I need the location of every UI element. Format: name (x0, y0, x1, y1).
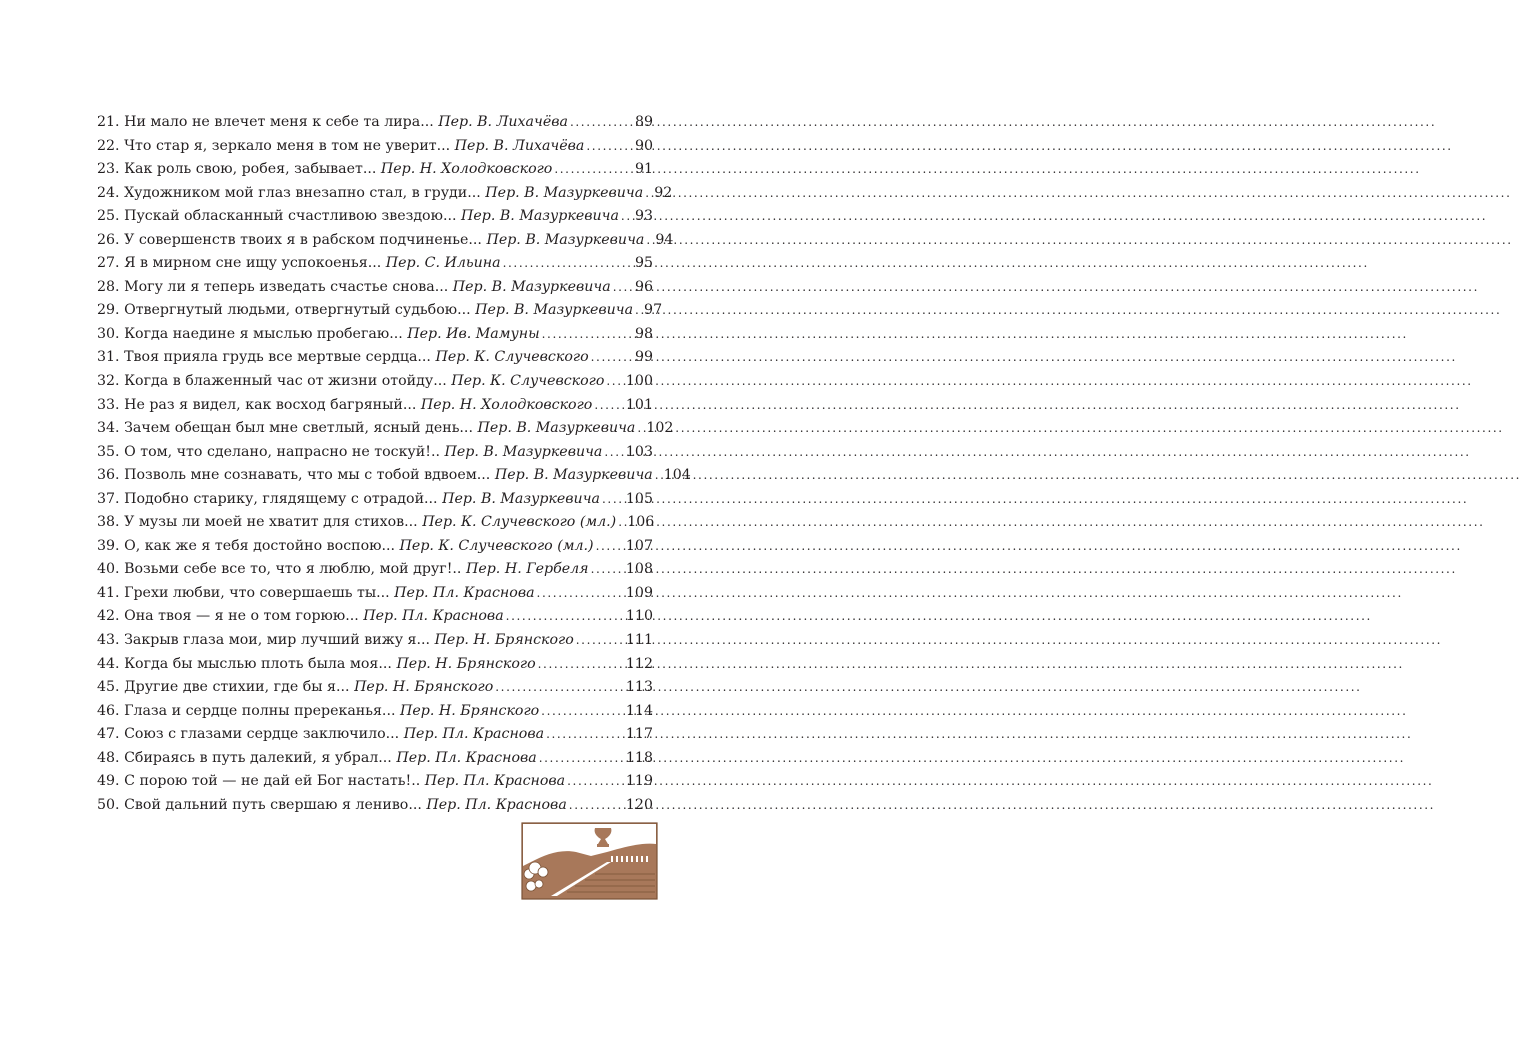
dot-leader (591, 346, 632, 370)
toc-entry (97, 535, 653, 559)
page-number: 95 (634, 255, 653, 272)
toc-entry (97, 723, 653, 747)
page-number: 98 (634, 325, 653, 342)
poem-first-line: 45. Другие две стихии, где бы я... (97, 679, 350, 696)
translator-name: Пер. Н. Брянского (396, 655, 536, 672)
poem-first-line: 29. Отвергнутый людьми, отвергнутый судьбою... (97, 302, 471, 319)
toc-entry-text (97, 346, 589, 370)
toc-entry-text (97, 629, 574, 653)
poem-first-line: 36. Позволь мне сознавать, что мы с тобой вдвоем... (97, 467, 491, 484)
poem-first-line: 48. Сбираясь в путь далекий, я убрал... (97, 749, 392, 766)
poem-first-line: 30. Когда наедине я мыслью пробегаю... (97, 325, 403, 342)
toc-entry-text (97, 582, 535, 606)
page-number: 114 (625, 702, 653, 719)
translator-name: Пер. К. Случевского (451, 373, 605, 390)
page-number: 93 (634, 208, 653, 225)
translator-name: Пер. Н. Брянского (354, 679, 494, 696)
translator-name: Пер. Пл. Краснова (394, 584, 535, 601)
poem-first-line: 28. Могу ли я теперь изведать счастье снова... (97, 278, 449, 295)
toc-entry (97, 582, 653, 606)
page-number: 91 (634, 161, 653, 178)
translator-name: Пер. В. Мазуркевича (444, 443, 603, 460)
dot-leader (537, 582, 623, 606)
poem-first-line: 31. Твоя прияла грудь все мертвые сердца... (97, 349, 431, 366)
poem-first-line: 32. Когда в блаженный час от жизни отойду... (97, 373, 447, 390)
dot-leader (613, 276, 632, 300)
dot-leader (646, 229, 652, 253)
toc-entry-text (97, 441, 602, 465)
poem-first-line: 23. Как роль свою, робея, забывает... (97, 161, 377, 178)
toc-entry (97, 653, 653, 677)
toc-entry (97, 770, 653, 794)
toc-entry (97, 558, 653, 582)
poem-first-line: 35. О том, что сделано, напрасно не тоскуй!.. (97, 443, 440, 460)
toc-entry (97, 323, 653, 347)
toc-entry (97, 276, 653, 300)
toc-entry-text (97, 323, 540, 347)
dot-leader (637, 417, 643, 441)
dot-leader (576, 629, 623, 653)
translator-name: Пер. Н. Брянского (399, 702, 540, 719)
translator-name: Пер. С. Ильина (385, 255, 501, 272)
poem-first-line: 40. Возьми себе все то, что я люблю, мой друг!.. (97, 561, 462, 578)
toc-entry-text (97, 252, 501, 276)
translator-name: Пер. Н. Брянского (434, 632, 574, 649)
toc-entry-text (97, 558, 589, 582)
page-number: 104 (663, 467, 691, 484)
poem-first-line: 42. Она твоя — я не о том горюю... (97, 608, 359, 625)
page-number: 96 (634, 278, 653, 295)
translator-name: Пер. В. Мазуркевича (477, 420, 636, 437)
translator-name: Пер. В. Мазуркевича (461, 208, 619, 225)
toc-entry-text (97, 700, 539, 724)
translator-name: Пер. Пл. Краснова (363, 608, 504, 625)
page-number: 110 (625, 608, 653, 625)
toc-entry (97, 394, 653, 418)
toc-entry-text (97, 535, 594, 559)
poem-first-line: 21. Ни мало не влечет меня к себе та лира... (97, 114, 434, 130)
toc-entry-text (97, 276, 611, 300)
poem-first-line: 37. Подобно старику, глядящему с отрадой... (97, 490, 438, 507)
dot-leader (538, 653, 623, 677)
toc-entry (97, 182, 673, 206)
translator-name: Пер. В. Мазуркевича (442, 490, 600, 507)
page-number: 102 (646, 420, 674, 437)
poem-first-line: 24. Художником мой глаз внезапно стал, в груди... (97, 184, 481, 201)
table-of-contents (97, 111, 691, 817)
dot-leader (542, 323, 632, 347)
page-number: 111 (625, 632, 653, 649)
dot-leader (596, 535, 623, 559)
page-number: 120 (625, 796, 653, 813)
poem-first-line: 33. Не раз я видел, как восход багряный... (97, 396, 417, 413)
poem-first-line: 22. Что стар я, зеркало меня в том не уверит... (97, 137, 451, 154)
translator-name: Пер. В. Мазуркевича (485, 184, 644, 201)
poem-first-line: 38. У музы ли моей не хватит для стихов... (97, 514, 418, 531)
page-number: 100 (625, 373, 653, 390)
poem-first-line: 47. Союз с глазами сердце заключило... (97, 726, 400, 743)
page-number: 109 (625, 584, 653, 601)
translator-name: Пер. К. Случевского (435, 349, 589, 366)
dot-leader (570, 111, 632, 135)
poem-first-line: 49. С порою той — не дай ей Бог настать!.. (97, 773, 421, 790)
page-number: 105 (625, 490, 653, 507)
translator-name: Пер. В. Мазуркевича (452, 278, 611, 295)
dot-leader (541, 700, 623, 724)
dot-leader (546, 723, 623, 747)
dot-leader (645, 182, 651, 206)
vignette-artwork (522, 823, 657, 899)
page-number: 108 (625, 561, 653, 578)
toc-entry-text (97, 653, 536, 677)
toc-entry-text (97, 723, 544, 747)
dot-leader (539, 747, 623, 771)
translator-name: Пер. Ив. Мамуны (407, 325, 540, 342)
translator-name: Пер. В. Лихачёва (438, 114, 568, 130)
dot-leader (495, 676, 623, 700)
dot-leader (554, 158, 632, 182)
toc-entry-text (97, 370, 604, 394)
toc-entry-text (97, 464, 653, 488)
poem-first-line: 41. Грехи любви, что совершаешь ты... (97, 584, 390, 601)
page-number: 101 (625, 396, 653, 413)
toc-entry-text (97, 135, 584, 159)
translator-name: Пер. В. Мазуркевича (486, 231, 645, 248)
toc-entry (97, 205, 653, 229)
poem-first-line: 26. У совершенств твоих я в рабском подчиненье... (97, 231, 482, 248)
dot-leader (635, 299, 641, 323)
toc-entry (97, 629, 653, 653)
dot-leader (618, 511, 624, 535)
poem-first-line: 25. Пускай обласканный счастливою звездою... (97, 208, 457, 225)
toc-entry (97, 417, 674, 441)
page-number: 107 (625, 537, 653, 554)
page-number: 97 (644, 302, 663, 319)
toc-entry (97, 511, 653, 535)
page-number: 94 (655, 231, 674, 248)
dot-leader (606, 370, 623, 394)
toc-entry (97, 370, 653, 394)
page-number: 89 (634, 114, 653, 130)
toc-entry-text (97, 676, 493, 700)
toc-entry-text (97, 794, 567, 818)
poem-first-line: 50. Свой дальний путь свершаю я лениво... (97, 796, 422, 813)
toc-entry (97, 229, 674, 253)
toc-entry (97, 488, 653, 512)
translator-name: Пер. Н. Холодковского (420, 396, 593, 413)
translator-name: Пер. Пл. Краснова (426, 796, 567, 813)
poem-first-line: 27. Я в мирном сне ищу успокоенья... (97, 255, 382, 272)
page-number: 103 (625, 443, 653, 460)
poem-first-line: 39. О, как же я тебя достойно воспою... (97, 537, 396, 554)
dot-leader (503, 252, 632, 276)
toc-entry (97, 441, 653, 465)
toc-entry-text (97, 205, 619, 229)
toc-entry (97, 794, 653, 818)
toc-entry-text (97, 770, 565, 794)
page-number: 117 (625, 726, 653, 743)
toc-entry-text (97, 747, 537, 771)
toc-entry-text (97, 488, 600, 512)
translator-name: Пер. Пл. Краснова (396, 749, 537, 766)
dot-leader (602, 488, 623, 512)
toc-entry-text (97, 394, 592, 418)
page-number: 112 (625, 655, 653, 672)
page-number: 99 (634, 349, 653, 366)
translator-name: Пер. В. Мазуркевича (494, 467, 653, 484)
page-number: 113 (625, 679, 653, 696)
toc-entry-text (97, 605, 504, 629)
dot-leader (567, 770, 623, 794)
toc-entry-text (97, 417, 635, 441)
dot-leader (569, 794, 623, 818)
dot-leader (604, 441, 623, 465)
dot-leader (506, 605, 623, 629)
translator-name: Пер. Пл. Краснова (424, 773, 566, 790)
poem-first-line: 46. Глаза и сердце полны пререканья... (97, 702, 396, 719)
dot-leader (621, 205, 632, 229)
poem-first-line: 44. Когда бы мыслью плоть была моя... (97, 655, 392, 672)
toc-entry-text (97, 511, 616, 535)
toc-entry-text (97, 182, 643, 206)
page-number: 92 (654, 184, 673, 201)
poem-first-line: 43. Закрыв глаза мои, мир лучший вижу я... (97, 632, 431, 649)
toc-entry (97, 346, 653, 370)
toc-entry (97, 252, 653, 276)
poem-first-line: 34. Зачем обещан был мне светлый, ясный день... (97, 420, 473, 437)
toc-entry (97, 605, 653, 629)
toc-entry-text (97, 229, 644, 253)
translator-name: Пер. Н. Гербеля (465, 561, 589, 578)
translator-name: Пер. Пл. Краснова (403, 726, 545, 743)
page-number: 118 (625, 749, 653, 766)
dot-leader (586, 135, 632, 159)
landscape-vignette-icon (521, 822, 658, 900)
toc-entry (97, 464, 691, 488)
translator-name: Пер. В. Мазуркевича (475, 302, 634, 319)
page-number: 90 (634, 137, 653, 154)
translator-name: Пер. К. Случевского (мл.) (422, 514, 617, 531)
page-number: 106 (627, 514, 655, 531)
toc-entry-text (97, 158, 552, 182)
toc-entry (97, 135, 653, 159)
toc-entry (97, 299, 663, 323)
translator-name: Пер. В. Лихачёва (454, 137, 585, 154)
toc-entry (97, 747, 653, 771)
translator-name: Пер. Н. Холодковского (380, 161, 553, 178)
toc-entry (97, 158, 653, 182)
toc-entry (97, 111, 653, 135)
toc-entry (97, 700, 653, 724)
toc-entry (97, 676, 653, 700)
dot-leader (591, 558, 623, 582)
dot-leader (655, 464, 661, 488)
toc-entry-text (97, 299, 633, 323)
toc-entry-text (97, 111, 568, 135)
translator-name: Пер. К. Случевского (мл.) (399, 537, 594, 554)
page-number: 119 (625, 773, 653, 790)
dot-leader (594, 394, 623, 418)
